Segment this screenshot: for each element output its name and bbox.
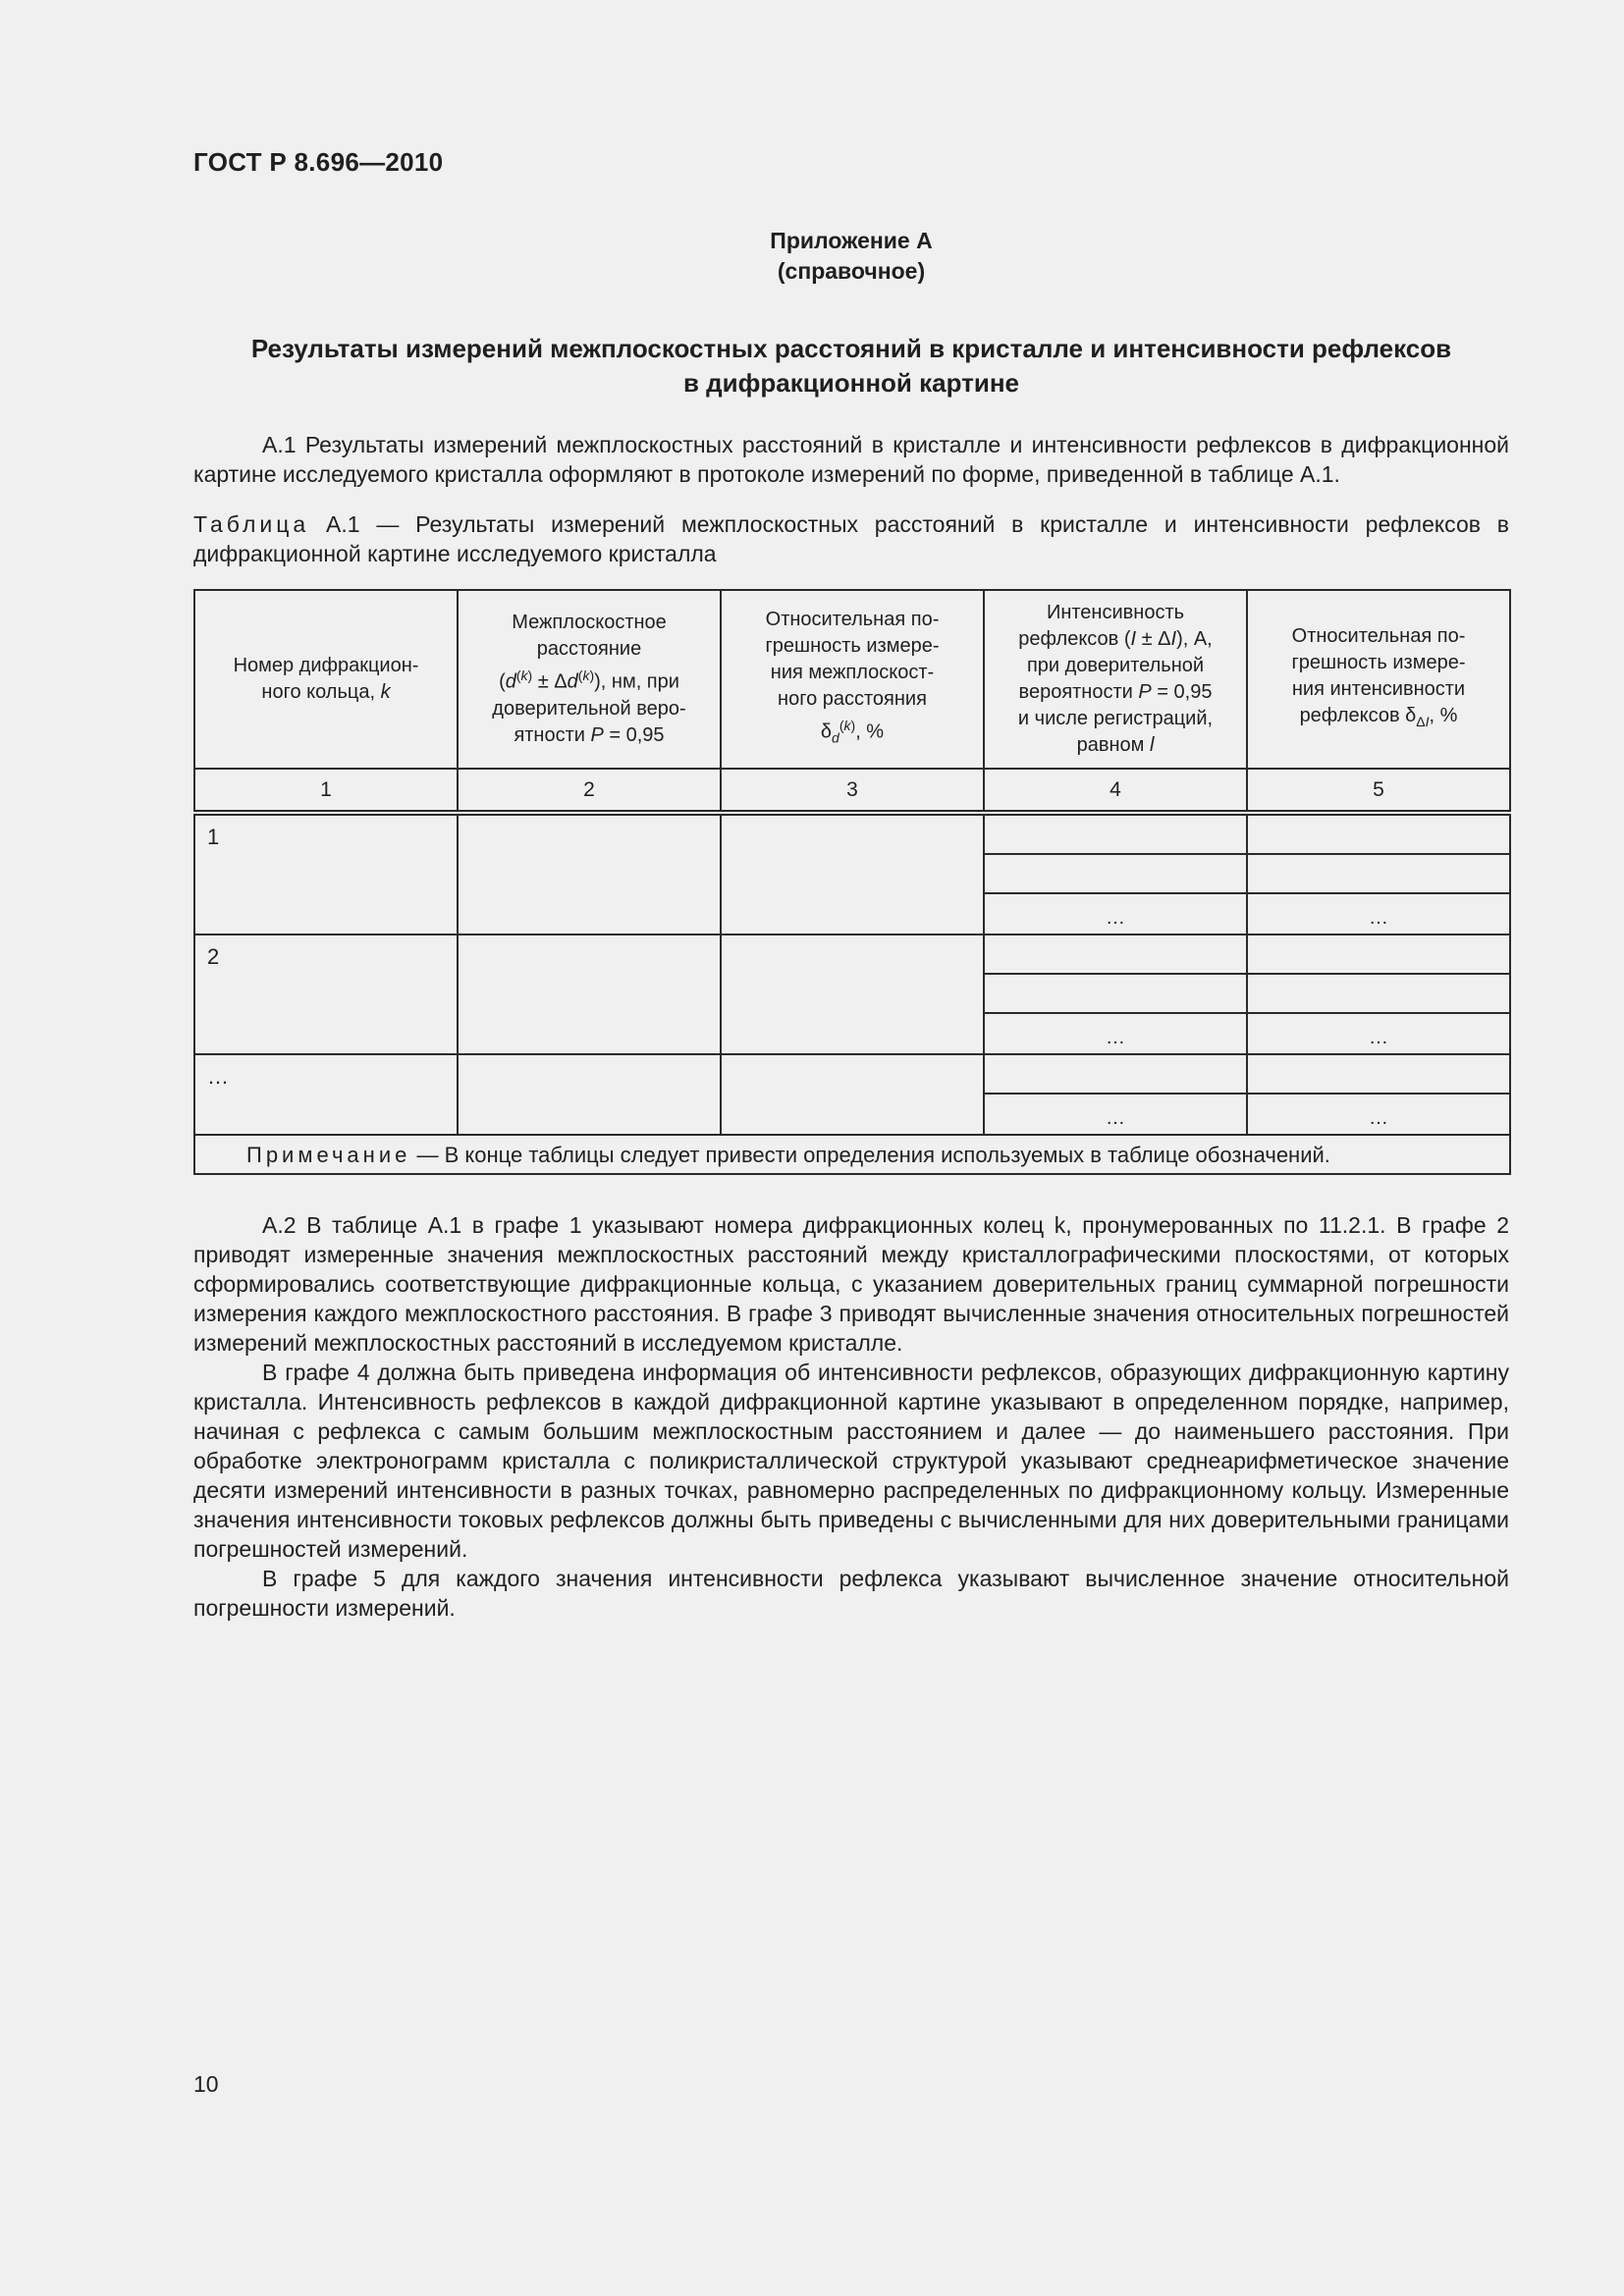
header-ring-number: Номер дифракцион- ного кольца, k <box>194 590 458 769</box>
intensity-error-ellipsis: … <box>1247 1013 1510 1054</box>
intensity-error-ellipsis: … <box>1247 893 1510 934</box>
intro-text: А.1 Результаты измерений межплоскостных расстояний в кристалле и интенсивности рефлексов в дифракционной картине исследуемого кристалла оформляют в протоколе измерений по форме, приведенной в таблице А.1. <box>193 432 1509 487</box>
intensity-cell <box>984 813 1247 854</box>
distance-cell <box>458 934 721 1054</box>
header-distance-error: Относительная по- грешность измере- ния межплоскост- ного расстояния $\delta_d^{(k)}$, % <box>721 590 984 769</box>
ring-number-cell: … <box>194 1054 458 1135</box>
intensity-cell <box>984 974 1247 1013</box>
intensity-ellipsis: … <box>984 893 1247 934</box>
ring-number-cell: 2 <box>194 934 458 1054</box>
table-note <box>194 1135 1510 1174</box>
page-number: 10 <box>193 2071 219 2097</box>
intensity-ellipsis: … <box>984 1013 1247 1054</box>
note-text: — В конце таблицы следует привести определения используемых в таблице обозначений. <box>410 1142 1330 1167</box>
table-caption-text: А.1 — Результаты измерений межплоскостных расстояний в кристалле и интенсивности рефлексов в дифракционной картине исследуемого кристалла <box>193 511 1509 566</box>
note-label: Примечание <box>246 1142 411 1167</box>
column-number-row <box>194 769 1510 813</box>
intensity-cell <box>984 1054 1247 1094</box>
intensity-error-cell <box>1247 934 1510 974</box>
column-number: 1 <box>194 769 458 813</box>
intensity-error-cell <box>1247 854 1510 893</box>
table-note-row <box>194 1135 1510 1174</box>
table-row <box>194 813 1510 854</box>
table-row <box>194 934 1510 974</box>
table-caption <box>193 509 1509 568</box>
column-number: 4 <box>984 769 1247 813</box>
appendix-label: Приложение А <box>770 228 933 253</box>
body-paragraph: А.2 В таблице А.1 в графе 1 указывают номера дифракционных колец k, пронумерованных по 11.2.1. В графе 2 приводят измеренные значения межплоскостных расстояний между кристаллографическими плоскостями, от которых сформировались соответствующие дифракционные кольца, с указанием доверительных границ суммарной погрешности измерения каждого межплоскостного расстояния. В графе 3 приводят вычисленные значения относительных погрешностей измерений межплоскостных расстояний в исследуемом кристалле. <box>193 1212 1509 1356</box>
distance-error-cell <box>721 934 984 1054</box>
distance-error-cell <box>721 813 984 934</box>
header-intensity-error: Относительная по- грешность измере- ния интенсивности рефлексов $\delta_{\Delta I}$, % <box>1247 590 1510 769</box>
column-number: 5 <box>1247 769 1510 813</box>
distance-cell <box>458 1054 721 1135</box>
intro-paragraph <box>193 430 1509 489</box>
ring-number-cell: 1 <box>194 813 458 934</box>
distance-error-cell <box>721 1054 984 1135</box>
body-text <box>193 1210 1509 1623</box>
header-reflex-intensity: Интенсивность рефлексов (I ± ΔI), А, при доверительной вероятности P = 0,95 и числе регистраций, равном l <box>984 590 1247 769</box>
appendix-heading <box>193 226 1509 287</box>
body-paragraph: В графе 4 должна быть приведена информация об интенсивности рефлексов, образующих дифракционную картину кристалла. Интенсивность рефлексов в каждой дифракционной картине указывают в определенном порядке, например, начиная с рефлекса с самым большим межплоскостным расстоянием и далее — до наименьшего расстояния. При обработке электронограмм кристалла с поликристаллической структурой указывают среднеарифметическое значение десяти измерений интенсивности в разных точках, равномерно распределенных по дифракционному кольцу. Измеренные значения интенсивности токовых рефлексов должны быть приведены с вычисленными для них доверительными границами погрешностей измерений. <box>193 1360 1509 1562</box>
intensity-cell <box>984 854 1247 893</box>
column-number: 3 <box>721 769 984 813</box>
body-paragraph: В графе 5 для каждого значения интенсивности рефлекса указывают вычисленное значение относительной погрешности измерений. <box>193 1566 1509 1621</box>
intensity-error-cell <box>1247 813 1510 854</box>
intensity-error-ellipsis: … <box>1247 1094 1510 1135</box>
section-title-line1: Результаты измерений межплоскостных расстояний в кристалле и интенсивности рефлексов <box>250 334 1452 363</box>
appendix-kind: (справочное) <box>777 258 926 284</box>
header-interplanar-distance: Межплоскостное расстояние $(d^{(k)} \pm \Delta d^{(k)})$, нм, при доверительной веро- ятности P = 0,95 <box>458 590 721 769</box>
document-code: ГОСТ Р 8.696—2010 <box>193 147 444 177</box>
column-number: 2 <box>458 769 721 813</box>
section-title <box>193 332 1509 400</box>
intensity-cell <box>984 934 1247 974</box>
table-header-row <box>194 590 1510 769</box>
section-title-line2: в дифракционной картине <box>682 368 1020 398</box>
table-row <box>194 1054 1510 1094</box>
results-table <box>193 589 1511 1175</box>
table-caption-label: Таблица <box>193 511 310 537</box>
intensity-error-cell <box>1247 974 1510 1013</box>
intensity-error-cell <box>1247 1054 1510 1094</box>
distance-cell <box>458 813 721 934</box>
intensity-ellipsis: … <box>984 1094 1247 1135</box>
